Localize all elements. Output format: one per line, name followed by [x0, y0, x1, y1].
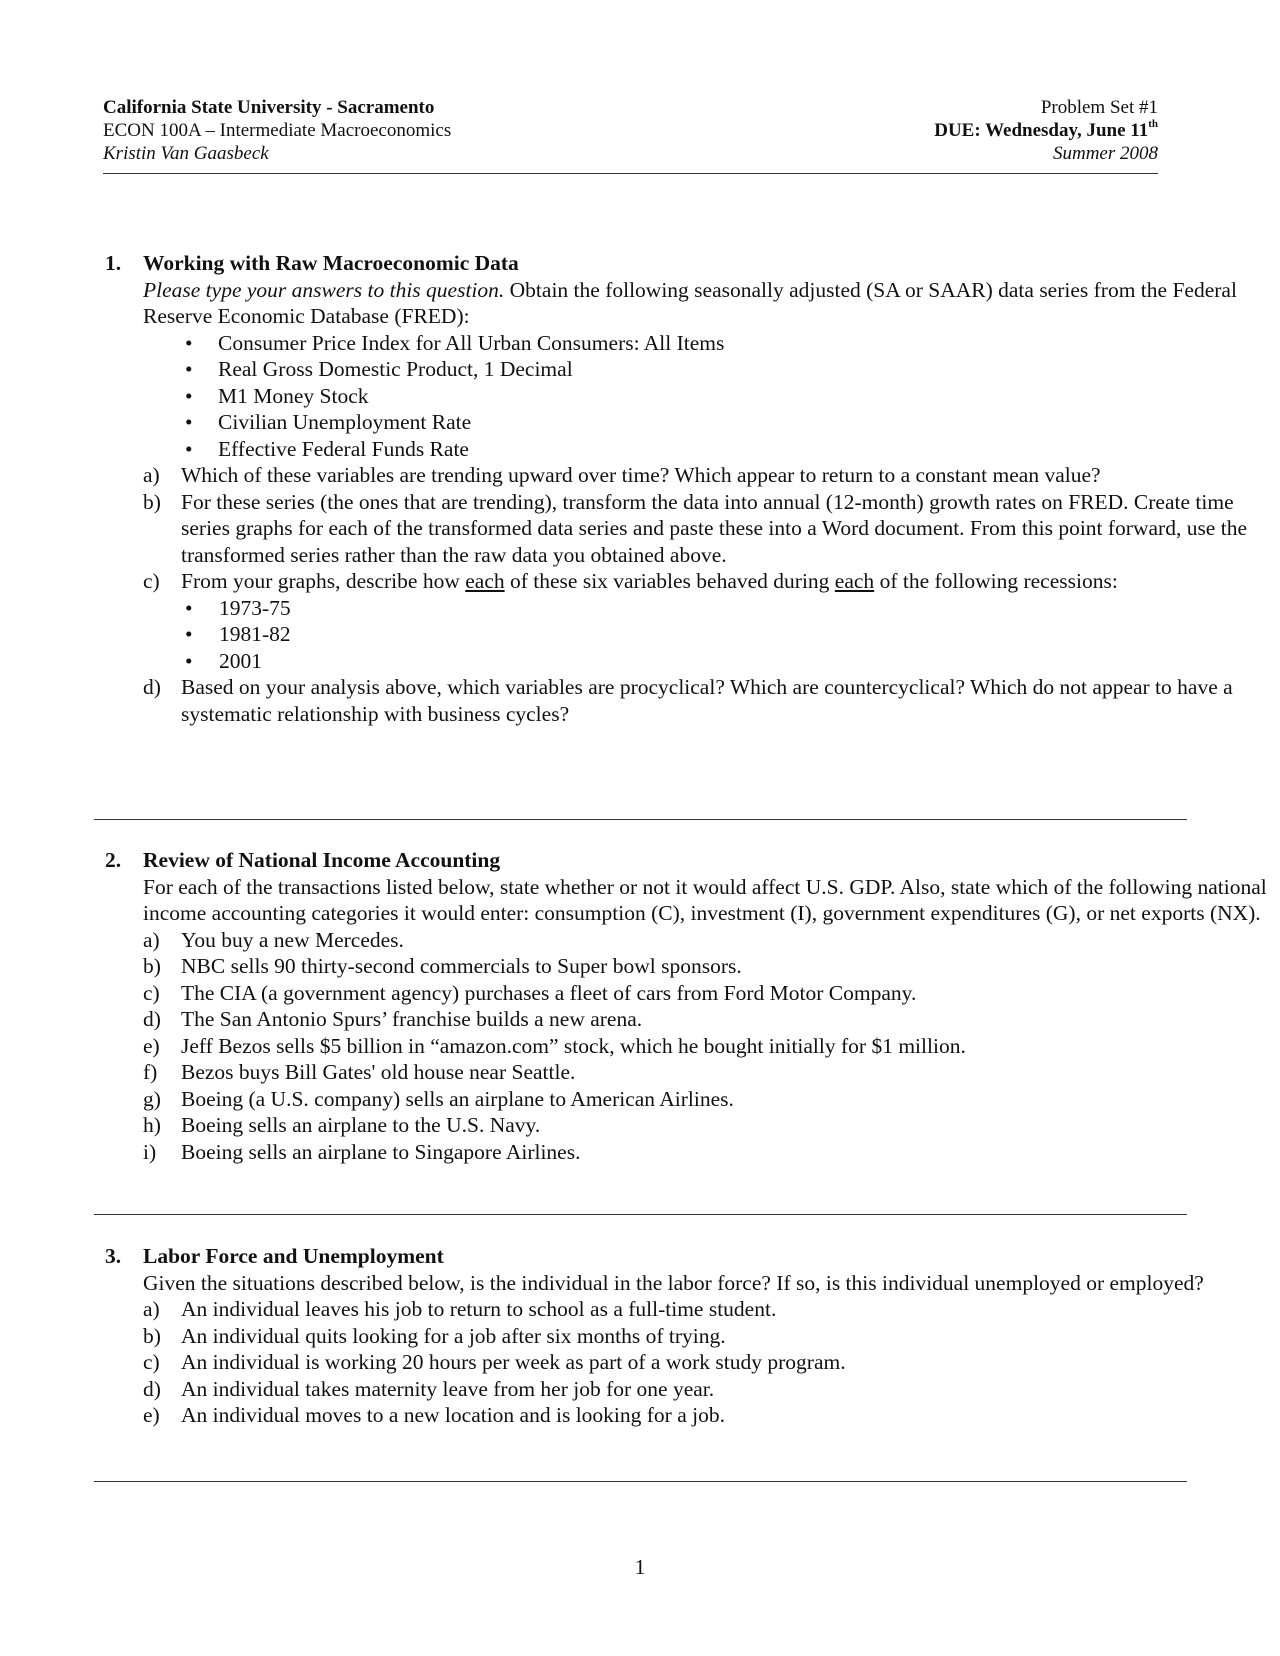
- section-divider: [94, 1481, 1187, 1482]
- document-header: [103, 96, 1158, 174]
- list-item: a) An individual leaves his job to return to school as a full-time student.: [143, 1297, 777, 1321]
- list-item: d) An individual takes maternity leave from her job for one year.: [143, 1376, 715, 1401]
- list-item: i) Boeing sells an airplane to Singapore Airlines.: [143, 1139, 581, 1164]
- list-item: e) Jeff Bezos sells $5 billion in “amazon.com” stock, which he bought initially for $1 million.: [143, 1033, 966, 1058]
- list-item: h) Boeing sells an airplane to the U.S. Navy.: [143, 1113, 541, 1137]
- university-name: California State University - Sacramento: [103, 97, 435, 118]
- question-title: Labor Force and Unemployment: [143, 1244, 444, 1268]
- question-3: [105, 1243, 1280, 1429]
- question-number: 2.: [105, 848, 122, 872]
- list-item: f) Bezos buys Bill Gates' old house near Seattle.: [143, 1060, 576, 1084]
- list-item: • 1973-75: [185, 595, 291, 620]
- list-item: • 2001: [185, 648, 262, 673]
- list-item: • Civilian Unemployment Rate: [185, 410, 472, 434]
- list-item: • Consumer Price Index for All Urban Consumers: All Items: [185, 330, 725, 355]
- transaction-list: [143, 927, 1280, 1166]
- list-item: • Real Gross Domestic Product, 1 Decimal: [185, 357, 573, 381]
- question-intro: Please type your answers to this question. Obtain the following seasonally adjusted (SA or SAAR) data series from the Federal Reserve Economic Database (FRED):: [143, 277, 1237, 328]
- subquestion-b: b) For these series (the ones that are trending), transform the data into annual (12-month) growth rates on FRED. Create time series graphs for each of the transformed data series and paste these into a Word document. From this point forward, use the transformed series rather than the raw data you obtained above.: [143, 489, 1247, 567]
- instructor-name: Kristin Van Gaasbeck: [103, 143, 269, 164]
- list-item: d) The San Antonio Spurs’ franchise builds a new arena.: [143, 1007, 643, 1031]
- subquestion-a: a) Which of these variables are trending upward over time? Which appear to return to a constant mean value?: [143, 463, 1101, 487]
- question-2: [105, 847, 1280, 1165]
- list-item: a) You buy a new Mercedes.: [143, 927, 404, 952]
- list-item: c) The CIA (a government agency) purchases a fleet of cars from Ford Motor Company.: [143, 980, 917, 1005]
- page-number: 1: [634, 1555, 646, 1579]
- question-title: Review of National Income Accounting: [143, 848, 501, 872]
- course-name: ECON 100A – Intermediate Macroeconomics: [103, 120, 452, 141]
- section-divider: [94, 819, 1187, 820]
- list-item: b) NBC sells 90 thirty-second commercials to Super bowl sponsors.: [143, 954, 742, 978]
- subquestion-c: c) From your graphs, describe how each of these six variables behaved during each of the following recessions: • 1973-75 • 1981-82 • 2001: [143, 568, 1280, 674]
- question-number: 3.: [105, 1244, 122, 1268]
- list-item: • 1981-82: [185, 622, 291, 646]
- list-item: b) An individual quits looking for a job after six months of trying.: [143, 1323, 726, 1348]
- term-label: Summer 2008: [1052, 143, 1158, 164]
- question-1: [105, 250, 1280, 727]
- situation-list: [143, 1296, 1280, 1429]
- problem-set-label: Problem Set #1: [1040, 97, 1158, 118]
- list-item: c) An individual is working 20 hours per week as part of a work study program.: [143, 1350, 846, 1374]
- series-list: [143, 330, 1280, 463]
- subquestion-list: [143, 462, 1280, 727]
- section-divider: [94, 1214, 1187, 1215]
- due-date: DUE: Wednesday, June 11th: [934, 118, 1158, 141]
- question-title: Working with Raw Macroeconomic Data: [143, 251, 519, 275]
- question-intro: For each of the transactions listed below, state whether or not it would affect U.S. GDP. Also, state which of the following national income accounting categories it would enter: consumption (C), investment (I), government expenditures (G), or net exports (NX).: [143, 874, 1267, 925]
- subquestion-d: d) Based on your analysis above, which variables are procyclical? Which are countercyclical? Which do not appear to have a systematic relationship with business cycles?: [143, 675, 1233, 726]
- list-item: g) Boeing (a U.S. company) sells an airplane to American Airlines.: [143, 1086, 734, 1111]
- recession-list: [181, 595, 1280, 675]
- list-item: • M1 Money Stock: [185, 383, 369, 408]
- question-number: 1.: [105, 251, 122, 275]
- list-item: e) An individual moves to a new location and is looking for a job.: [143, 1403, 725, 1427]
- list-item: • Effective Federal Funds Rate: [185, 436, 469, 461]
- question-intro: Given the situations described below, is the individual in the labor force? If so, is this individual unemployed or employed?: [143, 1270, 1204, 1295]
